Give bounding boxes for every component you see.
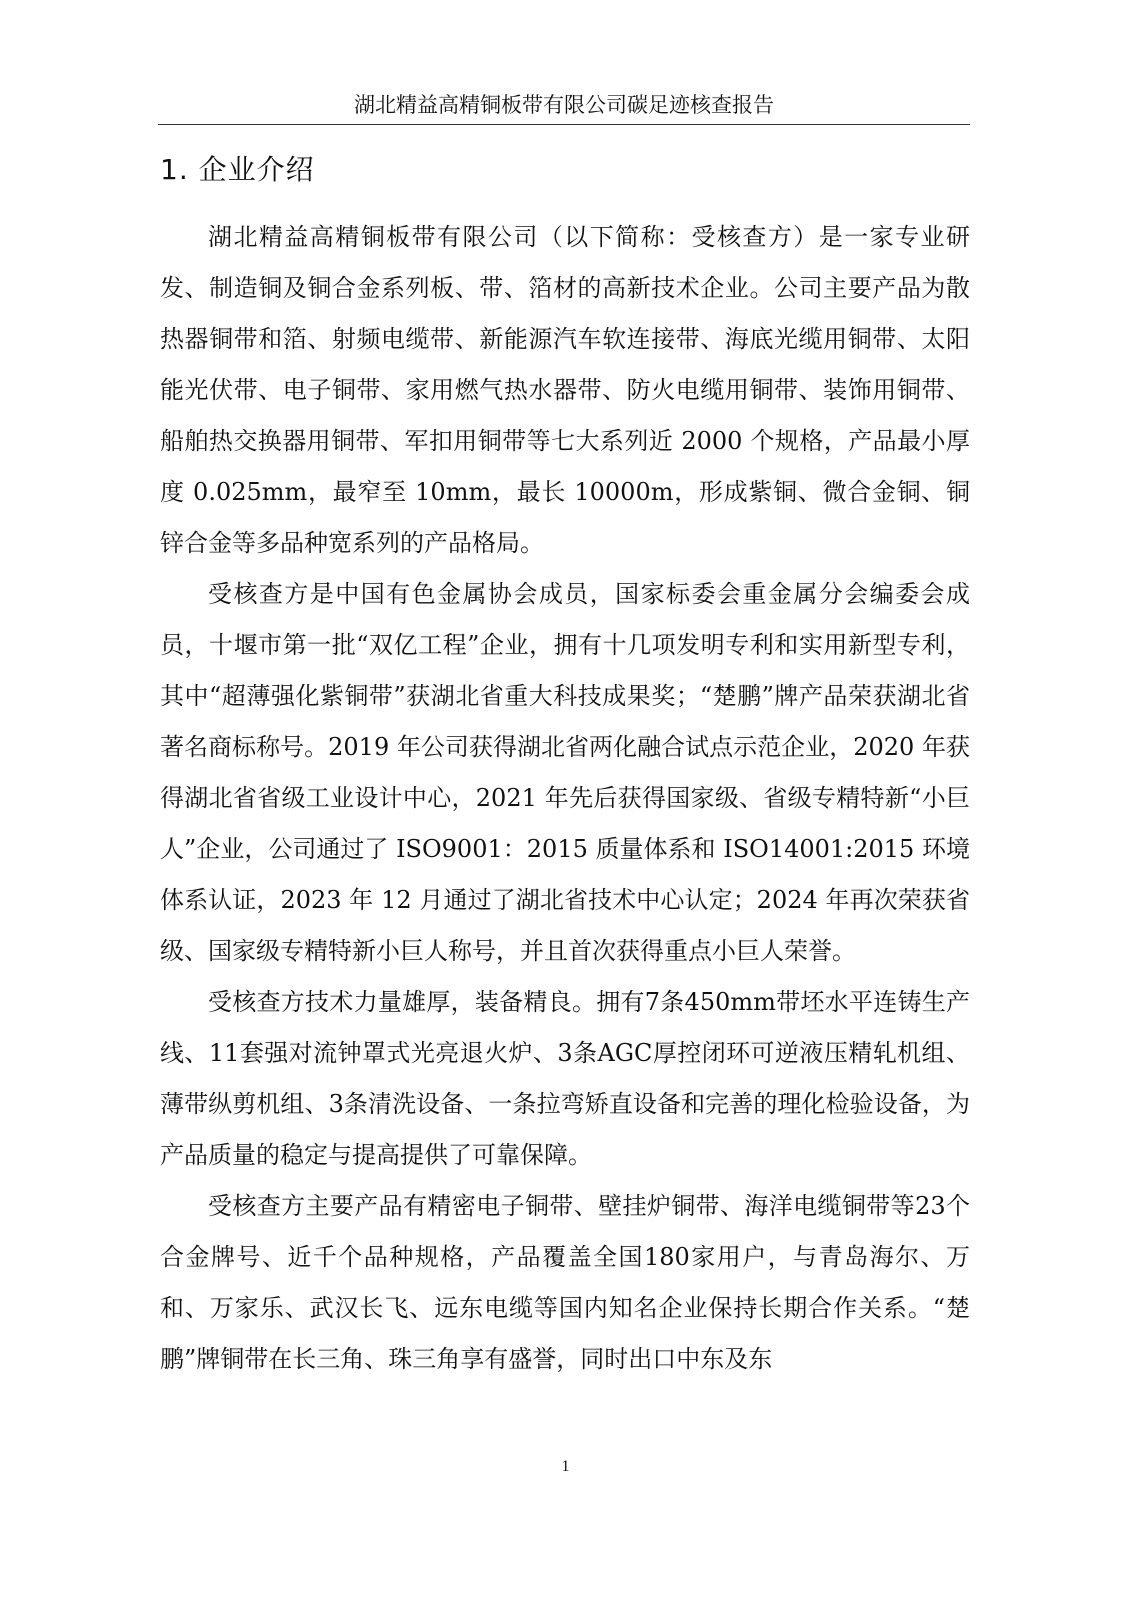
section-title: 1. 企业介绍 [160,153,315,186]
paragraph-company-profile: 湖北精益高精铜板带有限公司（以下简称：受核查方）是一家专业研发、制造铜及铜合金系列板、带、箔材的高新技术企业。公司主要产品为散热器铜带和箔、射频电缆带、新能源汽车软连接带、海底光缆用铜带、太阳能光伏带、电子铜带、家用燃气热水器带、防火电缆用铜带、装饰用铜带、船舶热交换器用铜带、军扣用铜带等七大系列近 2000 个规格，产品最小厚度 0.025mm，最窄至 10mm，最长 10000m，形成紫铜、微合金铜、铜锌合金等多品种宽系列的产品格局。 [160,223,970,557]
page-number: 1 [561,1458,570,1475]
report-header-title: 湖北精益高精铜板带有限公司碳足迹核查报告 [158,86,970,125]
paragraph-equipment: 受核查方技术力量雄厚，装备精良。拥有7条450mm带坯水平连铸生产线、11套强对流钟罩式光亮退火炉、3条AGC厚控闭环可逆液压精轧机组、薄带纵剪机组、3条清洗设备、一条拉弯矫直设备和完善的理化检验设备，为产品质量的稳定与提高提供了可靠保障。 [160,988,970,1169]
paragraph-honors: 受核查方是中国有色金属协会成员，国家标委会重金属分会编委会成员，十堰市第一批“双亿工程”企业，拥有十几项发明专利和实用新型专利，其中“超薄强化紫铜带”获湖北省重大科技成果奖；“楚鹏”牌产品荣获湖北省著名商标称号。2019 年公司获得湖北省两化融合试点示范企业，2020 年获得湖北省省级工业设计中心，2021 年先后获得国家级、省级专精特新“小巨人”企业，公司通过了 ISO9001：2015 质量体系和 ISO14001:2015 环境体系认证，2023 年 12 月通过了湖北省技术中心认定；2024 年再次荣获省级、国家级专精特新小巨人称号，并且首次获得重点小巨人荣誉。 [160,580,970,965]
paragraph-products-market: 受核查方主要产品有精密电子铜带、壁挂炉铜带、海洋电缆铜带等23个合金牌号、近千个品种规格，产品覆盖全国180家用户，与青岛海尔、万和、万家乐、武汉长飞、远东电缆等国内知名企业保持长期合作关系。“楚鹏”牌铜带在长三角、珠三角享有盛誉，同时出口中东及东 [160,1192,970,1373]
document-body [160,212,970,1385]
